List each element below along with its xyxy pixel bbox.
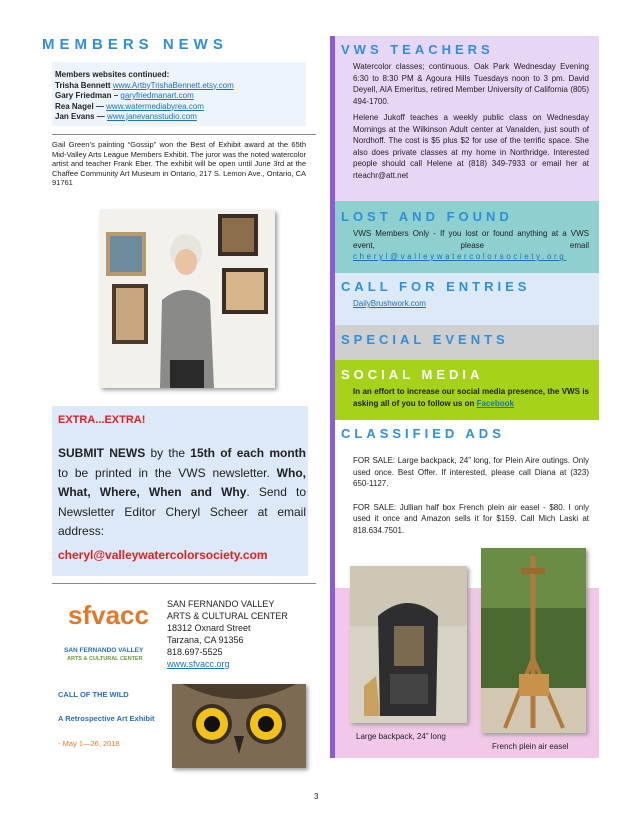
sfvacc-link[interactable]: www.sfvacc.org — [167, 659, 230, 669]
call-for-entries-title: CALL FOR ENTRIES — [341, 279, 531, 294]
website-link[interactable]: www.ArtbyTrishaBennett.etsy.com — [112, 80, 234, 90]
website-row: Rea Nagel — www.watermediabyrea.com — [55, 101, 204, 111]
backpack-caption: Large backpack, 24” long — [356, 732, 446, 741]
social-media-text: In an effort to increase our social media presence, the VWS is asking all of you to follow us on Facebook — [353, 387, 589, 408]
editor-email[interactable]: cheryl@valleywatercolorsociety.com — [58, 548, 268, 562]
lost-and-found-section — [335, 201, 599, 273]
gail-green-article: Gail Green’s painting “Gossip” won the Best of Exhibit award at the 65th Mid-Valley Arts League Members Exhibit. The juror was the noted watercolor artist and teacher Frank Eber. The exhibit will be open until June 3rd at the Chaffee Community Art Museum in Ontario, 217 S. Lemon Ave., Ontario, CA 91761 — [52, 140, 307, 188]
easel-caption: French plein air easel — [492, 742, 569, 751]
owl-photo — [172, 684, 306, 768]
classified-ad-1: FOR SALE: Large backpack, 24” long, for Plein Aire outings. Only used once. Best Offer. If interested, please call Diana at (323) 650-1127. — [353, 456, 589, 488]
website-row: Trisha Bennett www.ArtbyTrishaBennett.etsy.com — [55, 80, 234, 90]
vws-teachers-title: VWS TEACHERS — [341, 42, 494, 57]
website-row: Jan Evans — www.janevansstudio.com — [55, 112, 197, 121]
backpack-photo — [350, 566, 467, 723]
extra-title: EXTRA...EXTRA! — [58, 414, 146, 426]
svg-text:ARTS & CULTURAL CENTER: ARTS & CULTURAL CENTER — [67, 656, 143, 662]
website-link[interactable]: www.watermediabyrea.com — [106, 101, 204, 111]
exhibit-dates: - May 1—26, 2018 — [58, 739, 120, 748]
teachers-text-2: Helene Jukoff teaches a weekly public class on Wednesday Mornings at the Wilkinson Adult center at Vanalden, just south of Nordhoff. The cost is $5 plus $2 for use of the terrific space. She also does private classes at my home in Northridge. Interested people should call Helene at (818) 349-7933 or email her at rteachr@att.net — [353, 113, 589, 180]
classified-ads-title: CLASSIFIED ADS — [341, 426, 505, 441]
lost-and-found-email[interactable]: cheryl@valleywatercolorsociety.org — [353, 252, 567, 261]
facebook-link[interactable]: Facebook — [476, 398, 514, 408]
submit-news-text: SUBMIT NEWS by the 15th of each month to be printed in the VWS newsletter. Who, What, Where, When and Why. Send to Newsletter Editor Cheryl Scheer at email address: — [58, 446, 306, 538]
retrospective-exhibit: A Retrospective Art Exhibit — [58, 714, 155, 723]
social-media-section — [335, 360, 599, 420]
teachers-text-1: Watercolor classes; continuous. Oak Park Wednesday Evening 6:30 to 8:30 PM & Agoura Hills Tuesdays noon to 3 pm. David Deyell, AIA Emeritus, retired Member University of California (805) 494-1700. — [353, 62, 589, 106]
special-events-title: SPECIAL EVENTS — [341, 332, 509, 347]
call-for-entries-section — [335, 273, 599, 325]
page-number: 3 — [314, 792, 319, 801]
website-link[interactable]: garyfriedmanart.com — [120, 91, 194, 100]
website-link[interactable]: www.janevansstudio.com — [107, 112, 197, 121]
website-row: Gary Friedman – garyfriedmanart.com — [55, 91, 194, 100]
member-websites-box — [52, 62, 306, 126]
daily-brushwork-link[interactable]: DailyBrushwork.com — [353, 299, 426, 308]
vws-teachers-section — [335, 36, 599, 201]
websites-heading: Members websites continued: — [55, 70, 170, 79]
divider — [52, 134, 316, 135]
special-events-section — [335, 325, 599, 360]
lost-and-found-title: LOST AND FOUND — [341, 209, 513, 224]
svg-text:sfvacc: sfvacc — [68, 600, 149, 630]
divider — [52, 583, 316, 584]
svg-text:SAN FERNANDO VALLEY: SAN FERNANDO VALLEY — [64, 647, 144, 654]
social-media-title: SOCIAL MEDIA — [341, 367, 484, 382]
members-news-title: MEMBERS NEWS — [42, 36, 228, 53]
lost-and-found-text: VWS Members Only - If you lost or found anything at a VWS event, please email — [353, 229, 589, 250]
sfvacc-logo — [62, 594, 157, 669]
sfvacc-address: SAN FERNANDO VALLEY ARTS & CULTURAL CENTER 18312 Oxnard Street Tarzana, CA 91356 818.697-5525 www.sfvacc.org — [167, 599, 288, 669]
gail-green-photo — [100, 210, 275, 388]
call-of-the-wild: CALL OF THE WILD — [58, 690, 129, 699]
classified-ad-2: FOR SALE: Jullian half box French plein air easel - $80. I only used it once and Amazon sells it for $159. Call Mich Laski at 818.634.7501. — [353, 502, 589, 535]
easel-photo — [481, 548, 586, 733]
